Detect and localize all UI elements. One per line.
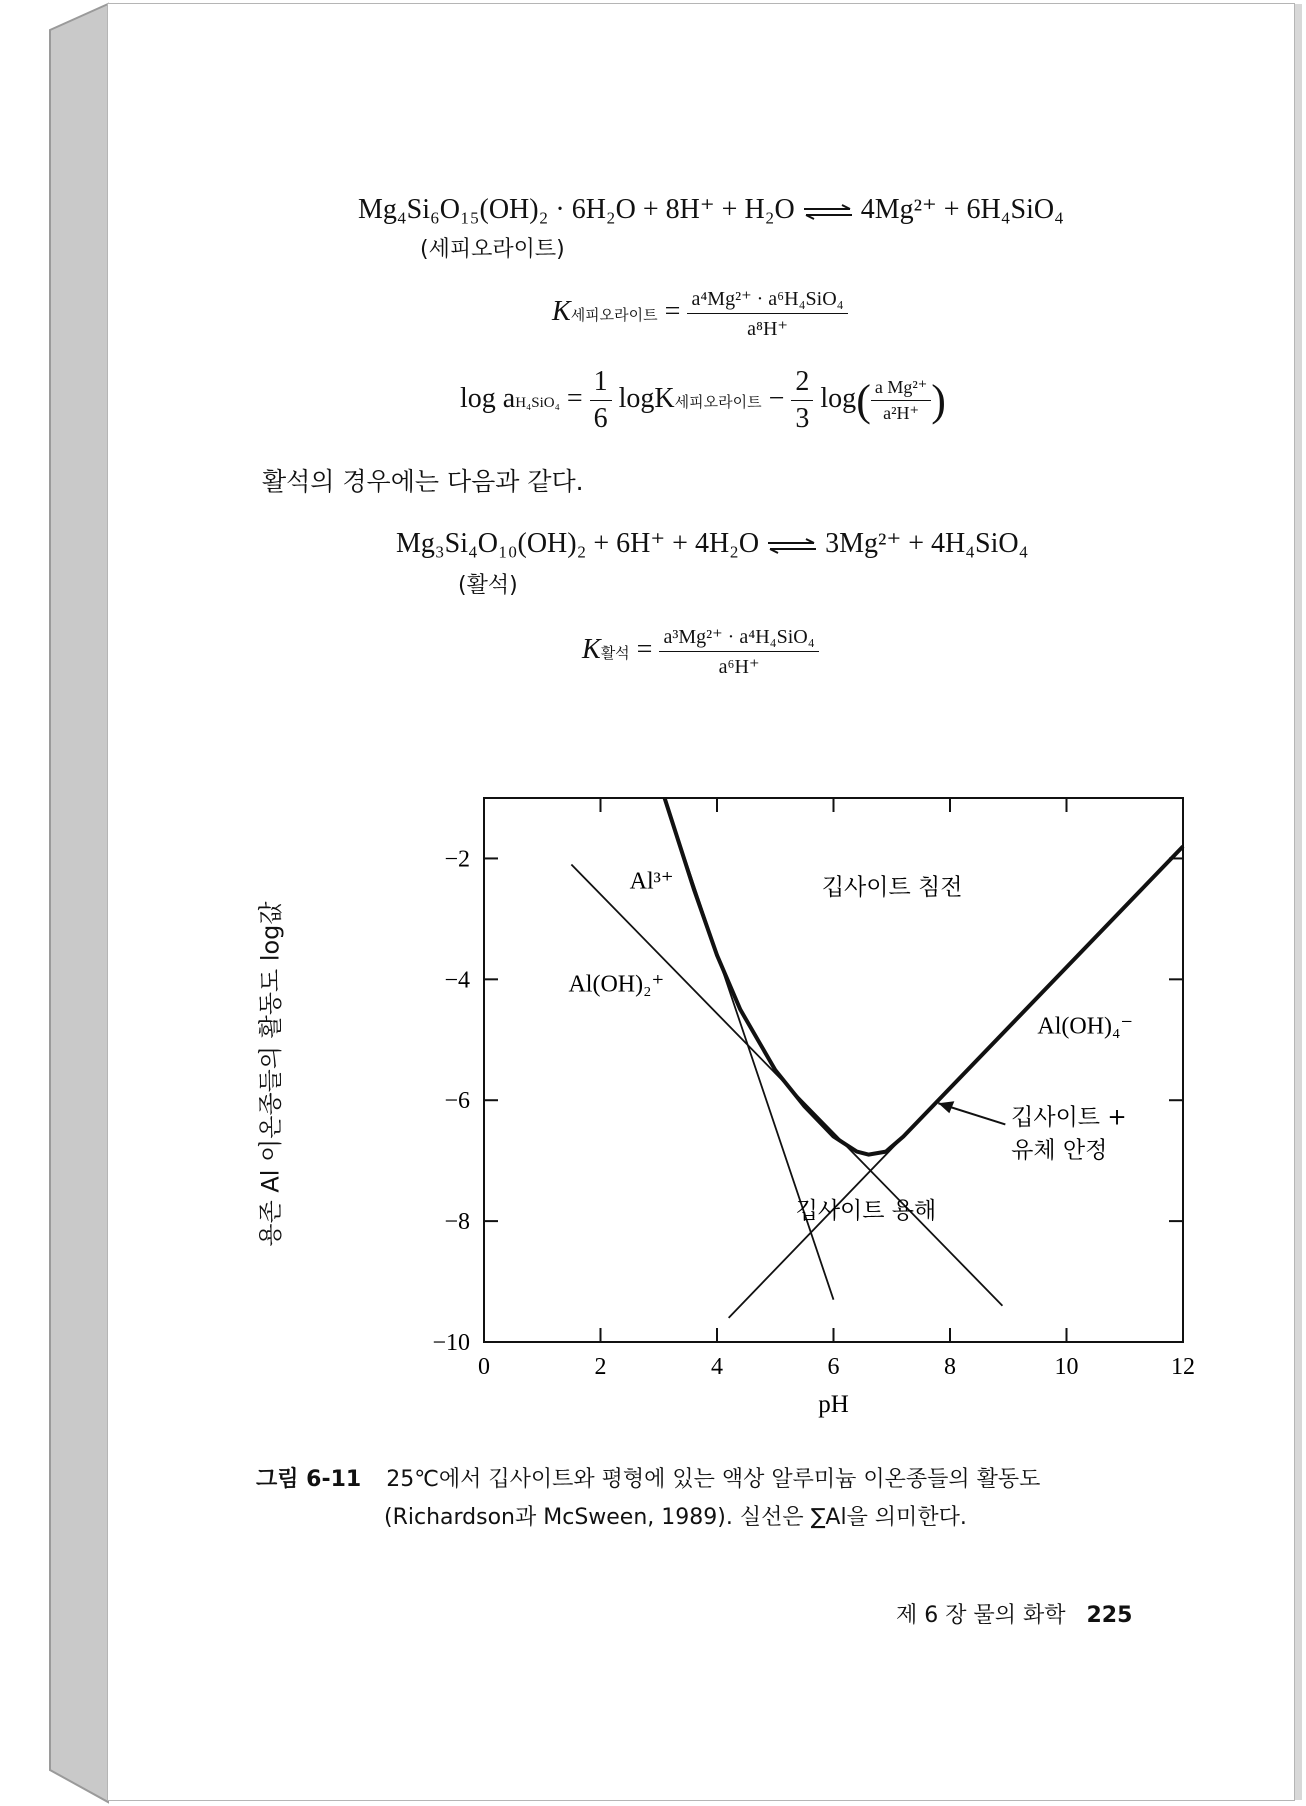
x-tick-label: 8 — [944, 1354, 956, 1380]
chart-annotations — [568, 869, 1133, 1224]
total-al-curve — [665, 798, 1183, 1155]
ratio-num: a Mg²⁺ — [871, 377, 931, 401]
caption-text-1: 25℃에서 깁사이트와 평형에 있는 액상 알루미늄 이온종들의 활동도 — [386, 1467, 1041, 1492]
equilibrium-arrow-icon — [802, 196, 854, 228]
x-tick-label: 0 — [478, 1354, 490, 1380]
log-lhs: log a — [460, 382, 516, 414]
y-tick-label: −4 — [444, 967, 470, 994]
log-sepiolite-equation: log aH₄SiO₄ = $\frac{1}{6}$ logK세피오라이트 − $\frac{2}{3}$ log( $\frac{\text{a Mg²⁺}}{\text{a²H⁺}}$ ) — [460, 366, 946, 434]
log-k-term: logK — [618, 382, 675, 414]
k-symbol: K — [552, 295, 571, 327]
gibbsite-solubility-chart — [238, 774, 1218, 1434]
caption-label: 그림 6-11 — [256, 1467, 362, 1492]
sepiolite-label: (세피오라이트) — [420, 237, 565, 262]
coef-2-3 — [791, 366, 813, 435]
coef1-num: 1 — [590, 366, 612, 401]
coef2-den: 3 — [795, 403, 810, 434]
page-number: 225 — [1086, 1603, 1133, 1628]
k-sepiolite-denominator: a⁸H⁺ — [747, 318, 788, 340]
x-axis-label: pH — [818, 1391, 849, 1418]
log-k-sub: 세피오라이트 — [674, 392, 762, 411]
label-al3: Al³⁺ — [629, 868, 674, 895]
talc-reaction-rhs: 3Mg²⁺ + 4H₄SiO₄ — [825, 528, 1029, 559]
y-tick-label: −10 — [432, 1330, 470, 1356]
running-footer — [896, 1598, 1132, 1629]
k-subscript: 세피오라이트 — [570, 305, 658, 324]
k-sepiolite-fraction — [687, 286, 847, 341]
figure-caption-line2: (Richardson과 McSween, 1989). 실선은 ∑Al을 의미한다. — [384, 1505, 967, 1530]
y-tick-label: −6 — [444, 1088, 470, 1115]
x-tick-label: 12 — [1171, 1354, 1195, 1380]
y-axis-label: 용존 Al 이온종들의 활동도 log값 — [256, 901, 285, 1247]
log-lhs-sub: H₄SiO₄ — [515, 394, 560, 411]
label-aloh2: Al(OH)₂⁺ — [568, 971, 665, 998]
log-word: log — [820, 382, 857, 414]
x-tick-label: 10 — [1054, 1354, 1079, 1380]
talc-label: (활석) — [458, 573, 518, 598]
x-tick-label: 6 — [827, 1354, 840, 1380]
talc-reaction — [396, 526, 1028, 562]
sepiolite-reaction — [358, 192, 1064, 228]
talc-intro-text: 활석의 경우에는 다음과 같다. — [262, 467, 584, 496]
k-talc-numerator: a³Mg²⁺ · a⁴H₄SiO₄ — [659, 624, 818, 652]
activity-ratio — [871, 377, 931, 424]
y-tick-label: −8 — [444, 1209, 470, 1236]
y-tick-label: −2 — [444, 846, 470, 873]
equilibrium-arrow-icon — [766, 530, 818, 562]
label-gibbsite-precipitation: 깁사이트 침전 — [821, 874, 963, 901]
sepiolite-reaction-rhs: 4Mg²⁺ + 6H₄SiO₄ — [860, 194, 1064, 225]
label-stable-line2: 유체 안정 — [1011, 1137, 1108, 1164]
k-talc-symbol: K — [582, 633, 601, 665]
x-tick-label: 4 — [711, 1354, 723, 1380]
label-stable-line1: 깁사이트 + — [1011, 1104, 1127, 1131]
sepiolite-reaction-lhs: Mg₄Si₆O₁₅(OH)₂ · 6H₂O + 8H⁺ + H₂O — [358, 194, 795, 225]
k-talc-fraction — [659, 624, 818, 679]
coef2-num: 2 — [791, 366, 813, 401]
k-talc-subscript: 활석 — [600, 643, 630, 662]
figure-caption-line1 — [256, 1462, 1040, 1493]
k-sepiolite-equation: K세피오라이트 = $\frac{\text{a⁴Mg²⁺ · a⁶H₄SiO₄}}{\text{a⁸H⁺}}$ — [552, 286, 848, 341]
coef1-den: 6 — [593, 403, 608, 434]
label-aloh4: Al(OH)₄⁻ — [1037, 1013, 1134, 1040]
label-gibbsite-dissolution: 깁사이트 용해 — [795, 1198, 937, 1225]
k-talc-equation: K활석 = $\frac{\text{a³Mg²⁺ · a⁴H₄SiO₄}}{\text{a⁶H⁺}}$ — [582, 624, 819, 679]
ratio-den: a²H⁺ — [883, 403, 919, 423]
coef-1-6 — [590, 366, 612, 435]
k-talc-denominator: a⁶H⁺ — [718, 656, 760, 678]
x-tick-label: 2 — [594, 1354, 607, 1380]
book-page — [108, 4, 1294, 1800]
talc-reaction-lhs: Mg₃Si₄O₁₀(OH)₂ + 6H⁺ + 4H₂O — [396, 528, 760, 559]
chapter-title: 제 6 장 물의 화학 — [896, 1603, 1066, 1628]
k-sepiolite-numerator: a⁴Mg²⁺ · a⁶H₄SiO₄ — [687, 286, 847, 314]
